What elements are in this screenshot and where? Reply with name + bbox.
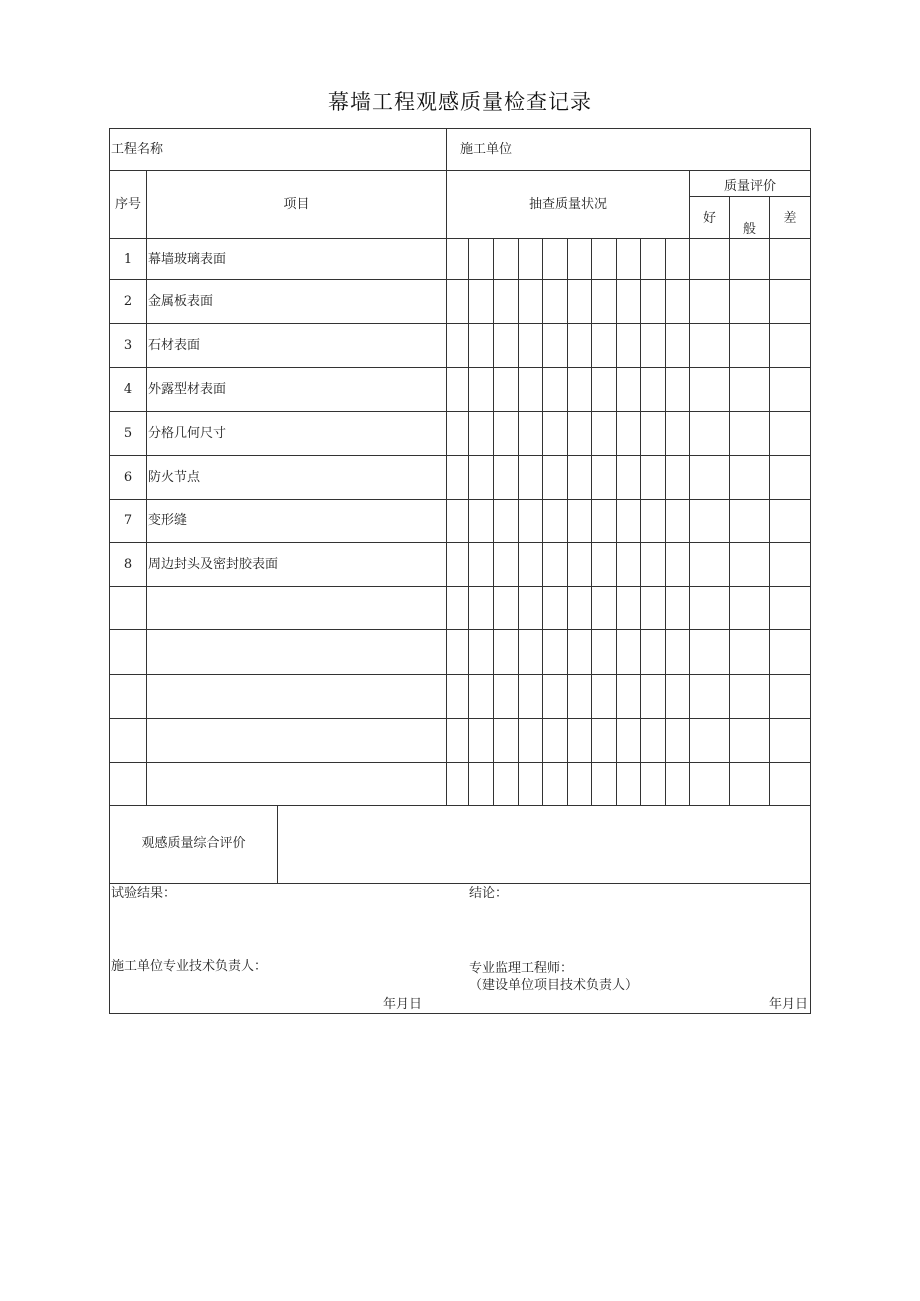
contractor-tech-label: 施工单位专业技术负责人： — [111, 959, 268, 974]
row-number: 1 — [123, 252, 133, 267]
col-divider — [446, 170, 447, 805]
check-col-divider — [567, 238, 568, 805]
check-col-divider — [468, 238, 469, 805]
row-number: 7 — [123, 513, 133, 528]
row-number: 8 — [123, 557, 133, 572]
col-divider — [689, 170, 690, 805]
col-divider — [769, 196, 770, 805]
row-item-label: 幕墙玻璃表面 — [148, 252, 227, 267]
row-number: 5 — [123, 426, 133, 441]
supervisor-label: 专业监理工程师： — [469, 961, 574, 976]
row-divider — [110, 542, 810, 543]
row-item-label: 周边封头及密封胶表面 — [148, 557, 279, 572]
col-divider — [446, 129, 447, 170]
summary-divider — [277, 805, 278, 883]
row-divider — [110, 718, 810, 719]
test-result-label: 试验结果： — [111, 886, 177, 901]
row-number: 3 — [123, 338, 133, 353]
row-divider — [110, 629, 810, 630]
fair-header: 般 — [742, 222, 756, 237]
row-number: 6 — [123, 470, 133, 485]
page-title: 幕墙工程观感质量检查记录 — [328, 90, 592, 114]
col-divider — [146, 170, 147, 805]
check-col-divider — [616, 238, 617, 805]
row-number: 4 — [123, 382, 133, 397]
evaluation-header: 质量评价 — [723, 179, 776, 194]
row-divider — [110, 411, 810, 412]
project-name-label: 工程名称 — [111, 142, 164, 157]
row-item-label: 外露型材表面 — [148, 382, 227, 397]
eval-header-divider — [689, 196, 810, 197]
row-divider — [110, 499, 810, 500]
owner-tech-label: （建设单位项目技术负责人） — [469, 978, 639, 993]
row-item-label: 防火节点 — [148, 470, 201, 485]
row-divider — [110, 455, 810, 456]
row-divider — [110, 805, 810, 806]
check-col-divider — [591, 238, 592, 805]
row-item-label: 变形缝 — [148, 513, 188, 528]
col-divider — [729, 196, 730, 805]
summary-label: 观感质量综合评价 — [141, 836, 246, 851]
row-divider — [110, 367, 810, 368]
date-right: 年月日 — [769, 997, 809, 1012]
row-divider — [110, 586, 810, 587]
row-divider — [110, 279, 810, 280]
row-item-label: 石材表面 — [148, 338, 201, 353]
row-divider — [110, 762, 810, 763]
construction-unit-label: 施工单位 — [460, 142, 513, 157]
good-header: 好 — [702, 211, 716, 226]
row-divider — [110, 674, 810, 675]
check-col-divider — [493, 238, 494, 805]
item-header: 项目 — [283, 197, 310, 212]
poor-header: 差 — [783, 211, 797, 226]
row-divider — [110, 323, 810, 324]
row-divider — [110, 170, 810, 171]
check-col-divider — [640, 238, 641, 805]
check-col-divider — [542, 238, 543, 805]
date-left: 年月日 — [383, 997, 423, 1012]
inspection-header: 抽查质量状况 — [528, 197, 607, 212]
row-number: 2 — [123, 294, 133, 309]
inspection-form-table — [109, 128, 811, 1014]
check-col-divider — [518, 238, 519, 805]
row-divider — [110, 883, 810, 884]
row-item-label: 金属板表面 — [148, 294, 214, 309]
seq-header: 序号 — [114, 197, 141, 212]
check-col-divider — [665, 238, 666, 805]
row-item-label: 分格几何尺寸 — [148, 426, 227, 441]
row-divider — [110, 238, 810, 239]
conclusion-label: 结论： — [469, 886, 509, 901]
